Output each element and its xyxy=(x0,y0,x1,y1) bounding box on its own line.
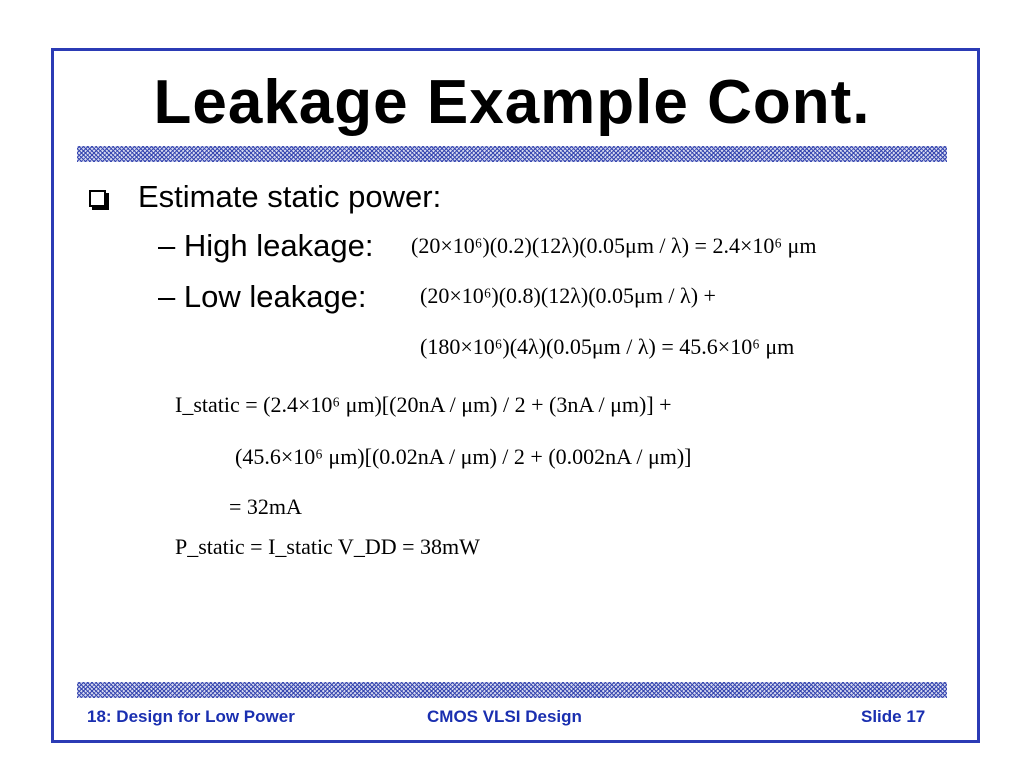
equation-istatic-result: = 32mA xyxy=(229,494,302,519)
top-divider xyxy=(77,146,947,162)
bullet-text: Estimate static power: xyxy=(138,179,442,214)
footer-chapter: 18: Design for Low Power xyxy=(87,707,295,726)
equation-low-leakage-line1: (20×10⁶)(0.8)(12λ)(0.05μm / λ) + xyxy=(420,283,716,308)
equation-istatic-line2: (45.6×10⁶ μm)[(0.02nA / μm) / 2 + (0.002nA / μm)] xyxy=(235,444,692,469)
checkbox-bullet-icon xyxy=(89,190,106,207)
sub-item-low-leakage: – Low leakage: xyxy=(158,279,367,314)
equation-low-leakage-line2: (180×10⁶)(4λ)(0.05μm / λ) = 45.6×10⁶ μm xyxy=(420,334,795,359)
slide-title: Leakage Example Cont. xyxy=(153,68,871,137)
footer-course: CMOS VLSI Design xyxy=(427,707,582,726)
equation-istatic-line1: I_static = (2.4×10⁶ μm)[(20nA / μm) / 2 + (3nA / μm)] + xyxy=(175,392,672,417)
footer-slide-number: Slide 17 xyxy=(861,707,926,726)
bottom-divider xyxy=(77,682,947,698)
equation-pstatic: P_static = I_static V_DD = 38mW xyxy=(175,534,480,559)
sub-item-high-leakage: – High leakage: xyxy=(158,228,374,263)
equation-high-leakage: (20×10⁶)(0.2)(12λ)(0.05μm / λ) = 2.4×10⁶ μm xyxy=(411,233,817,258)
